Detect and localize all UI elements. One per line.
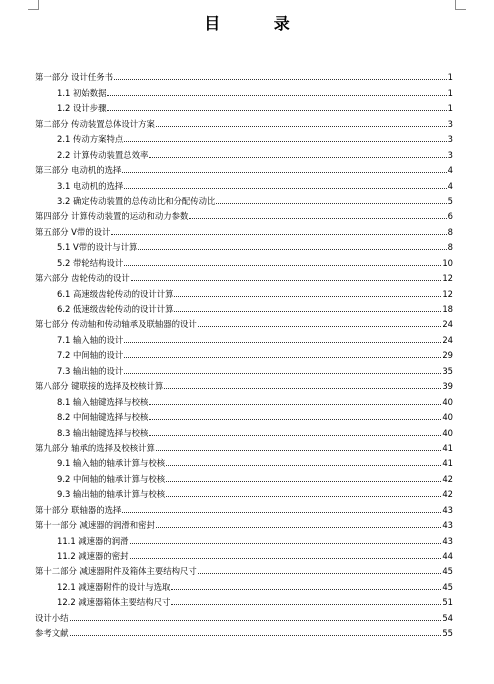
toc-subsection-entry[interactable] [35, 391, 453, 406]
toc-page-number: 1 [447, 103, 453, 114]
toc-subsection-entry[interactable] [35, 592, 453, 607]
toc-page-number: 6 [447, 211, 453, 222]
toc-page-number: 12 [442, 273, 453, 284]
toc-entry-label: 第十部分 联轴器的选择 [35, 504, 122, 515]
toc-title: 目 录 [204, 14, 314, 33]
toc-entry-label: 1.1 初始数据 [57, 87, 107, 98]
toc-page-number: 5 [447, 195, 453, 206]
toc-subsection-entry[interactable] [35, 144, 453, 159]
toc-page-number: 3 [447, 118, 453, 129]
toc-entry-label: 2.1 传动方案特点 [57, 134, 124, 145]
toc-section-entry[interactable] [35, 499, 453, 514]
toc-section-entry[interactable] [35, 607, 453, 622]
page-corner-mark-left [28, 0, 39, 10]
toc-dot-leader [70, 620, 442, 621]
toc-section-entry[interactable] [35, 314, 453, 329]
toc-page-number: 4 [447, 165, 453, 176]
toc-page-number: 24 [442, 319, 453, 330]
toc-subsection-entry[interactable] [35, 468, 453, 483]
toc-entry-label: 9.3 输出轴的轴承计算与校核 [57, 489, 166, 500]
toc-entry-label: 3.1 电动机的选择 [57, 180, 124, 191]
toc-page-number: 41 [442, 458, 453, 469]
toc-dot-leader [174, 296, 441, 297]
toc-subsection-entry[interactable] [35, 129, 453, 144]
toc-entry-label: 8.2 中间轴键选择与校核 [57, 412, 149, 423]
toc-section-entry[interactable] [35, 561, 453, 576]
toc-subsection-entry[interactable] [35, 98, 453, 113]
table-of-contents [35, 67, 453, 638]
toc-page-number: 8 [447, 242, 453, 253]
toc-section-entry[interactable] [35, 438, 453, 453]
toc-subsection-entry[interactable] [35, 191, 453, 206]
toc-page-number: 43 [442, 520, 453, 531]
toc-page-number: 24 [442, 334, 453, 345]
toc-page-number: 41 [442, 442, 453, 453]
toc-entry-label: 6.1 高速级齿轮传动的设计计算 [57, 288, 174, 299]
toc-subsection-entry[interactable] [35, 329, 453, 344]
toc-entry-label: 11.2 减速器的密封 [57, 551, 129, 561]
toc-page-number: 45 [442, 581, 453, 592]
toc-entry-label: 第四部分 计算传动装置的运动和动力参数 [35, 211, 189, 222]
toc-entry-label: 7.3 输出轴的设计 [57, 365, 124, 376]
toc-page-number: 18 [442, 304, 453, 314]
toc-page-number: 40 [442, 412, 453, 423]
toc-dot-leader [164, 388, 441, 389]
toc-page-number: 40 [442, 427, 453, 438]
toc-entry-label: 第八部分 键联接的选择及校核计算 [35, 381, 164, 392]
toc-entry-label: 6.2 低速级齿轮传动的设计计算 [57, 304, 174, 314]
toc-subsection-entry[interactable] [35, 453, 453, 468]
toc-dot-leader [149, 157, 446, 158]
toc-dot-leader [124, 265, 441, 266]
toc-page-number: 43 [442, 504, 453, 515]
toc-subsection-entry[interactable] [35, 407, 453, 422]
toc-dot-leader [122, 512, 441, 513]
toc-dot-leader [198, 573, 442, 574]
toc-page-number: 39 [442, 381, 453, 392]
toc-page-number: 10 [442, 257, 453, 268]
toc-dot-leader [124, 342, 441, 343]
toc-page-number: 1 [447, 87, 453, 98]
toc-dot-leader [166, 481, 441, 482]
toc-dot-leader [124, 357, 441, 358]
toc-dot-leader [124, 141, 446, 142]
toc-dot-leader [111, 234, 446, 235]
toc-subsection-entry[interactable] [35, 530, 453, 545]
toc-dot-leader [171, 604, 441, 605]
toc-entry-label: 第十一部分 减速器的润滑和密封 [35, 520, 155, 531]
toc-dot-leader [156, 450, 441, 451]
toc-section-entry[interactable] [35, 623, 453, 638]
toc-subsection-entry[interactable] [35, 345, 453, 360]
toc-entry-label: 第五部分 V带的设计 [35, 226, 111, 237]
toc-subsection-entry[interactable] [35, 175, 453, 190]
toc-entry-label: 1.2 设计步骤 [57, 103, 107, 114]
toc-dot-leader [156, 527, 441, 528]
toc-page-number: 3 [447, 149, 453, 160]
toc-subsection-entry[interactable] [35, 546, 453, 561]
toc-entry-label: 第二部分 传动装置总体设计方案 [35, 118, 155, 129]
toc-dot-leader [149, 435, 441, 436]
toc-section-entry[interactable] [35, 376, 453, 391]
toc-dot-leader [138, 249, 446, 250]
toc-dot-leader [130, 543, 442, 544]
toc-dot-leader [124, 373, 441, 374]
toc-entry-label: 8.3 输出轴键选择与校核 [57, 427, 149, 438]
toc-dot-leader [166, 465, 441, 466]
toc-entry-label: 第十二部分 减速器附件及箱体主要结构尺寸 [35, 566, 197, 577]
toc-entry-label: 参考文献 [35, 628, 69, 639]
toc-dot-leader [189, 218, 446, 219]
toc-entry-label: 12.2 减速器箱体主要结构尺寸 [57, 597, 171, 608]
toc-dot-leader [149, 419, 441, 420]
toc-page-number: 8 [447, 226, 453, 237]
toc-entry-label: 9.1 输入轴的轴承计算与校核 [57, 458, 166, 469]
toc-subsection-entry[interactable] [35, 484, 453, 499]
toc-entry-label: 第六部分 齿轮传动的设计 [35, 273, 130, 284]
toc-page-number: 3 [447, 134, 453, 145]
toc-page-number: 1 [447, 72, 453, 83]
toc-page-number: 35 [442, 365, 453, 376]
toc-dot-leader [216, 203, 446, 204]
toc-entry-label: 第三部分 电动机的选择 [35, 165, 122, 176]
toc-entry-label: 7.2 中间轴的设计 [57, 350, 124, 361]
toc-subsection-entry[interactable] [35, 576, 453, 591]
toc-entry-label: 2.2 计算传动装置总效率 [57, 149, 149, 160]
toc-dot-leader [174, 311, 441, 312]
toc-subsection-entry[interactable] [35, 283, 453, 298]
toc-entry-label: 5.1 V带的设计与计算 [57, 242, 138, 253]
toc-page-number: 4 [447, 180, 453, 191]
toc-entry-label: 11.1 减速器的润滑 [57, 535, 129, 546]
toc-page-number: 55 [442, 628, 453, 639]
toc-page-number: 42 [442, 473, 453, 484]
toc-entry-label: 12.1 减速器附件的设计与选取 [57, 581, 171, 592]
toc-dot-leader [149, 404, 441, 405]
toc-entry-label: 第九部分 轴承的选择及校核计算 [35, 442, 155, 453]
toc-page-number: 29 [442, 350, 453, 361]
toc-subsection-entry[interactable] [35, 237, 453, 252]
toc-dot-leader [198, 326, 442, 327]
toc-section-entry[interactable] [35, 268, 453, 283]
toc-subsection-entry[interactable] [35, 422, 453, 437]
toc-section-entry[interactable] [35, 515, 453, 530]
toc-dot-leader [107, 110, 446, 111]
toc-section-entry[interactable] [35, 160, 453, 175]
toc-dot-leader [70, 635, 442, 636]
toc-dot-leader [124, 188, 446, 189]
toc-entry-label: 9.2 中间轴的轴承计算与校核 [57, 473, 166, 484]
toc-subsection-entry[interactable] [35, 252, 453, 267]
toc-dot-leader [156, 126, 447, 127]
toc-subsection-entry[interactable] [35, 299, 453, 314]
toc-page-number: 45 [442, 566, 453, 577]
toc-page-number: 40 [442, 396, 453, 407]
toc-dot-leader [130, 558, 442, 559]
toc-page-number: 44 [442, 551, 453, 561]
toc-entry-label: 3.2 确定传动装置的总传动比和分配传动比 [57, 195, 216, 206]
toc-entry-label: 7.1 输入轴的设计 [57, 334, 124, 345]
toc-dot-leader [114, 79, 447, 80]
toc-entry-label: 5.2 带轮结构设计 [57, 257, 124, 268]
toc-dot-leader [122, 172, 446, 173]
toc-dot-leader [131, 280, 442, 281]
toc-section-entry[interactable] [35, 221, 453, 236]
toc-page-number: 42 [442, 489, 453, 500]
page-corner-mark-right [455, 0, 466, 10]
toc-dot-leader [166, 496, 441, 497]
toc-section-entry[interactable] [35, 67, 453, 82]
toc-dot-leader [171, 589, 441, 590]
toc-page-number: 43 [442, 535, 453, 546]
toc-entry-label: 第七部分 传动轴和传动轴承及联轴器的设计 [35, 319, 197, 330]
toc-entry-label: 第一部分 设计任务书 [35, 72, 114, 83]
toc-section-entry[interactable] [35, 113, 453, 128]
toc-page-number: 54 [442, 612, 453, 623]
toc-entry-label: 设计小结 [35, 612, 69, 623]
toc-dot-leader [107, 95, 446, 96]
toc-section-entry[interactable] [35, 206, 453, 221]
toc-entry-label: 8.1 输入轴键选择与校核 [57, 396, 149, 407]
toc-page-number: 51 [442, 597, 453, 608]
toc-page-number: 12 [442, 288, 453, 299]
toc-subsection-entry[interactable] [35, 82, 453, 97]
toc-subsection-entry[interactable] [35, 360, 453, 375]
